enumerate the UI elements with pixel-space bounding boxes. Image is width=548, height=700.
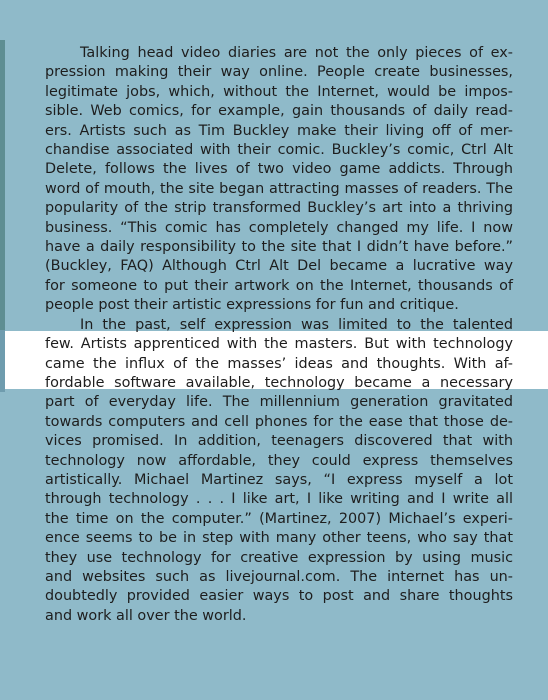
text-line: sible. Web comics, for example, gain thousands of daily read- [45, 103, 513, 120]
text-line: people post their artistic expressions for fun and critique. [45, 297, 459, 314]
text-line: popularity of the strip transformed Buckley’s art into a thriving [45, 200, 513, 217]
text-line: chandise associated with their comic. Buckley’s comic, Ctrl Alt [45, 142, 513, 159]
text-line: vices promised. In addition, teenagers discovered that with [45, 433, 513, 450]
text-line: have a daily responsibility to the site that I didn’t have before.” [45, 239, 513, 256]
text-line: Talking head video diaries are not the only pieces of ex- [80, 45, 513, 61]
left-edge-strip-lower [0, 330, 5, 392]
text-line: towards computers and cell phones for the ease that those de- [45, 413, 513, 430]
text-line: pression making their way online. People create businesses, [45, 64, 513, 81]
text-line: doubtedly provided easier ways to post and share thoughts [45, 588, 513, 605]
text-line: came the influx of the masses’ ideas and thoughts. With af- [45, 355, 513, 372]
text-line: artistically. Michael Martinez says, “I express myself a lot [45, 471, 513, 488]
text-line: through technology . . . I like art, I like writing and I write all [45, 491, 513, 508]
paragraph-1 [45, 44, 513, 316]
text-line: (Buckley, FAQ) Although Ctrl Alt Del became a lucrative way [45, 258, 513, 275]
text-line: word of mouth, the site began attracting masses of readers. The [45, 180, 513, 197]
text-line: In the past, self expression was limited to the talented [80, 316, 513, 333]
text-line: legitimate jobs, which, without the Internet, would be impos- [45, 83, 513, 100]
body-text [45, 44, 513, 626]
text-line: ers. Artists such as Tim Buckley make their living off of mer- [45, 122, 513, 139]
text-line: they use technology for creative expression by using music [45, 549, 513, 566]
text-line: and work all over the world. [45, 607, 247, 624]
left-edge-strip [0, 40, 5, 330]
text-line: and websites such as livejournal.com. The internet has un- [45, 568, 513, 585]
text-line: fordable software available, technology became a necessary [45, 374, 513, 391]
text-line: ence seems to be in step with many other teens, who say that [45, 530, 513, 547]
text-line: technology now affordable, they could express themselves [45, 452, 513, 469]
text-line: few. Artists apprenticed with the masters. But with technology [45, 336, 513, 353]
text-line: business. “This comic has completely changed my life. I now [45, 219, 513, 236]
text-line: the time on the computer.” (Martinez, 2007) Michael’s experi- [45, 510, 513, 527]
text-line: Delete, follows the lives of two video game addicts. Through [45, 161, 513, 178]
text-line: for someone to put their artwork on the Internet, thousands of [45, 277, 513, 294]
paragraph-2 [45, 316, 513, 627]
text-line: part of everyday life. The millennium generation gravitated [45, 394, 513, 411]
